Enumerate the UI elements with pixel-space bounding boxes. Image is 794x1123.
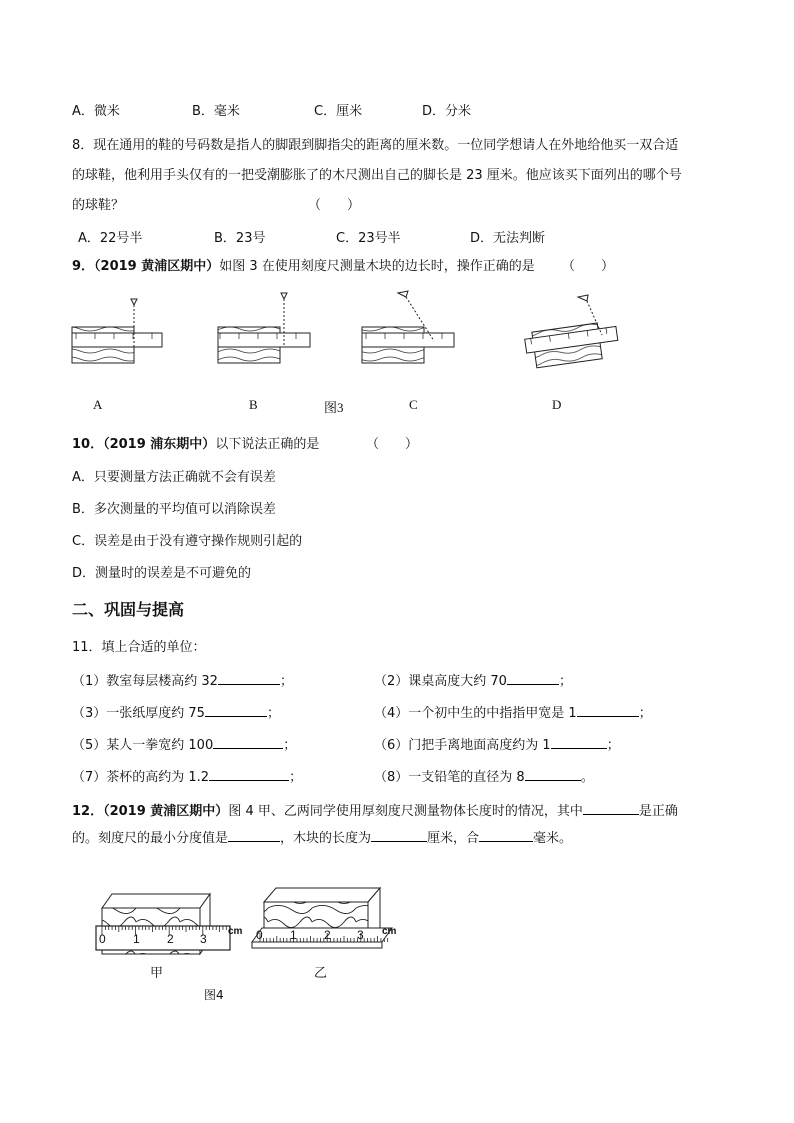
q11-item-8-end: 。: [580, 770, 594, 785]
q8-line-3: [72, 198, 361, 214]
figure-3-option-c: [362, 291, 454, 363]
q11-item-5-blank[interactable]: [213, 736, 283, 749]
q8-line-3-text: 的球鞋？: [72, 198, 125, 213]
q11-item-3-end: ；: [266, 706, 280, 721]
figure-4-jia-tick-2: 2: [167, 932, 174, 946]
q10-question: [72, 437, 419, 453]
q11-item-5-text: （5）某人一拳宽约 100: [72, 738, 214, 753]
q9-answer-paren: （ ）: [562, 259, 615, 274]
q11-item-7-blank[interactable]: [209, 768, 289, 781]
q11-item-4-text: （4）一个初中生的中指指甲宽是 1: [374, 706, 577, 721]
q12-blank-division[interactable]: [228, 829, 280, 842]
q11-item-3-blank[interactable]: [205, 704, 267, 717]
figure-3-label-a: A: [93, 397, 103, 412]
q9-question: [72, 259, 615, 275]
q10-option-a: A．只要测量方法正确就不会有误差: [72, 470, 276, 485]
figure-4-yi-tick-0: 0: [256, 928, 263, 942]
figure-4-rulers: [92, 880, 412, 980]
q11-item-6-end: ；: [606, 738, 620, 753]
q12-text-1-end: 是正确: [638, 804, 678, 819]
q10-answer-paren: （ ）: [366, 437, 419, 452]
q11-item-1-end: ；: [279, 674, 293, 689]
figure-4-label-yi: 乙: [314, 966, 328, 981]
q10-text: 以下说法正确的是: [215, 437, 320, 452]
q7-option-d: D．分米: [422, 104, 472, 119]
q11-item-2-end: ；: [558, 674, 572, 689]
q7-option-c: C．厘米: [314, 104, 363, 119]
q11-item-3-text: （3）一张纸厚度约 75: [72, 706, 205, 721]
q10-option-d: D．测量时的误差是不可避免的: [72, 566, 252, 581]
q10-option-b: B．多次测量的平均值可以消除误差: [72, 502, 276, 517]
q11-item-5: [72, 736, 296, 754]
figure-3-option-d: [524, 320, 620, 368]
q8-answer-paren: （ ）: [308, 198, 361, 213]
figure-4-yi-tick-1: 1: [290, 928, 297, 942]
figure-3-label-c: C: [409, 397, 418, 412]
q11-item-4: [374, 704, 652, 722]
q12-blank-length-cm[interactable]: [371, 829, 427, 842]
q11-item-4-end: ；: [638, 706, 652, 721]
q12-text-2a: 的。刻度尺的最小分度值是: [72, 831, 229, 846]
q12-text-2b: ，木块的长度为: [280, 831, 372, 846]
q11-item-2-blank[interactable]: [507, 672, 559, 685]
q11-item-6-text: （6）门把手离地面高度约为 1: [374, 738, 551, 753]
q8-line-2: 的球鞋，他利用手头仅有的一把受潮膨胀了的木尺测出自己的脚长是 23 厘米。他应该买下面列出的哪个号: [72, 168, 682, 183]
figure-4-caption: 图4: [204, 988, 224, 1002]
q12-text-2c: 厘米，合: [427, 831, 480, 846]
figure-4-yi-tick-3: 3: [357, 928, 364, 942]
q12-number: 12．: [72, 804, 104, 819]
q12-text-1: 图 4 甲、乙两同学使用厚刻度尺测量物体长度时的情况，其中: [228, 804, 583, 819]
q11-item-8-blank[interactable]: [525, 768, 581, 781]
q11-item-8: [374, 768, 594, 786]
q11-item-2: [374, 672, 572, 690]
q11-item-6-blank[interactable]: [551, 736, 607, 749]
q8-option-c: C．23号半: [336, 231, 401, 246]
figure-4-jia-tick-1: 1: [133, 932, 140, 946]
q11-item-7-end: ；: [289, 770, 303, 785]
q8-option-b: B．23号: [214, 231, 266, 246]
q11-item-4-blank[interactable]: [577, 704, 639, 717]
q9-source: （2019 黄浦区期中）: [94, 259, 220, 274]
q11-title: 11．填上合适的单位：: [72, 640, 206, 655]
q8-line-1: 8．现在通用的鞋的号码数是指人的脚跟到脚指尖的距离的厘米数。一位同学想请人在外地给他买一双合适: [72, 138, 679, 153]
q12-text-2d: 毫米。: [533, 831, 573, 846]
q12-blank-correct[interactable]: [583, 802, 639, 815]
q8-option-a: A．22号半: [78, 231, 143, 246]
q7-option-a: A．微米: [72, 104, 120, 119]
figure-3-option-b: [218, 293, 310, 363]
q12-line-2: [72, 829, 572, 847]
q11-item-1: [72, 672, 293, 690]
figure-4-yi-tick-2: 2: [324, 928, 331, 942]
figure-4-label-jia: 甲: [150, 966, 164, 981]
q11-item-1-blank[interactable]: [218, 672, 280, 685]
q10-number: 10．: [72, 437, 104, 452]
q9-number: 9．: [72, 259, 95, 274]
q12-line-1: [72, 802, 678, 820]
q11-item-1-text: （1）教室每层楼高约 32: [72, 674, 218, 689]
q11-item-7: [72, 768, 302, 786]
figure-4-unit-yi: cm: [382, 926, 397, 937]
figure-3-label-b: B: [249, 397, 258, 412]
q7-option-b: B．毫米: [192, 104, 240, 119]
q10-source: （2019 浦东期中）: [103, 437, 216, 452]
q9-text: 如图 3 在使用刻度尺测量木块的边长时，操作正确的是: [219, 259, 535, 274]
figure-4-jia-tick-0: 0: [99, 932, 106, 946]
figure-4-unit-jia: cm: [228, 926, 243, 937]
figure-4-yi: [252, 888, 392, 948]
q12-blank-length-mm[interactable]: [479, 829, 533, 842]
figure-4-jia-tick-3: 3: [200, 932, 207, 946]
q11-item-8-text: （8）一支铅笔的直径为 8: [374, 770, 525, 785]
q11-item-5-end: ；: [283, 738, 297, 753]
q10-option-c: C．误差是由于没有遵守操作规则引起的: [72, 534, 303, 549]
figure-3-rulers: [60, 285, 620, 385]
q11-item-3: [72, 704, 280, 722]
q11-item-2-text: （2）课桌高度大约 70: [374, 674, 507, 689]
section-2-heading: 二、巩固与提高: [72, 600, 185, 619]
figure-3-label-d: D: [552, 397, 562, 412]
q11-item-6: [374, 736, 620, 754]
q11-item-7-text: （7）茶杯的高约为 1.2: [72, 770, 210, 785]
q12-source: （2019 黄浦区期中）: [103, 804, 229, 819]
figure-4-jia: [96, 894, 230, 954]
figure-3-caption: 图3: [324, 400, 344, 415]
q8-option-d: D．无法判断: [470, 231, 546, 246]
figure-3-option-a: [72, 299, 162, 363]
